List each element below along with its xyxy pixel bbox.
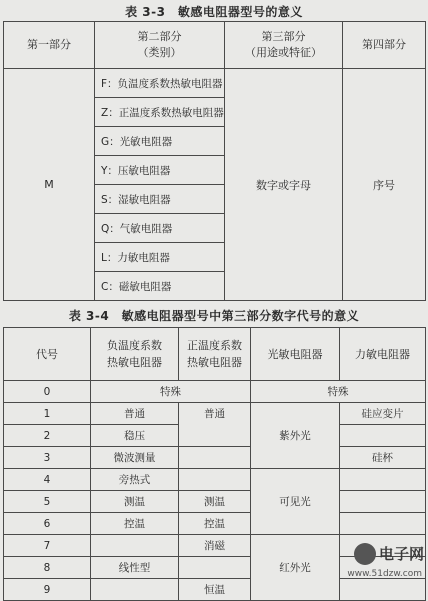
category-cell: Y：压敏电阻器 — [95, 156, 225, 185]
force-cell — [340, 469, 426, 491]
table-resistor-type-meaning — [3, 21, 426, 301]
header-part4: 第四部分 — [343, 22, 426, 69]
ntc-cell: 稳压 — [91, 425, 179, 447]
ntc-cell: 普通 — [91, 403, 179, 425]
force-cell — [340, 579, 426, 601]
watermark-icon — [354, 543, 376, 565]
ptc-cell: 普通 — [179, 403, 251, 425]
code-cell: 7 — [4, 535, 91, 557]
header-part2-line1: 第二部分 — [137, 30, 182, 43]
force-cell — [340, 513, 426, 535]
code-cell: 2 — [4, 425, 91, 447]
header-ntc-line1: 负温度系数 — [107, 339, 162, 352]
header-part3-line1: 第三部分 — [261, 30, 306, 43]
part1-value: M — [4, 69, 95, 301]
part4-value: 序号 — [343, 69, 426, 301]
ntc-cell: 线性型 — [91, 557, 179, 579]
header-code: 代号 — [4, 328, 91, 381]
ntc-cell — [91, 579, 179, 601]
code-cell: 4 — [4, 469, 91, 491]
part3-value: 数字或字母 — [225, 69, 343, 301]
table-row — [4, 491, 426, 513]
table-row — [4, 425, 426, 447]
ntc-cell: 微波测量 — [91, 447, 179, 469]
code-cell: 9 — [4, 579, 91, 601]
ptc-cell: 恒温 — [179, 579, 251, 601]
code-cell: 3 — [4, 447, 91, 469]
force-cell: 硅应变片 — [340, 403, 426, 425]
ptc-cell: 消磁 — [179, 535, 251, 557]
watermark-name: 电子网 — [378, 544, 424, 563]
table-row — [4, 403, 426, 425]
table-row — [4, 469, 426, 491]
table2-title: 表 3-4 敏感电阻器型号中第三部分数字代号的意义 — [68, 309, 360, 323]
table-row — [4, 579, 426, 601]
category-cell: Q：气敏电阻器 — [95, 214, 225, 243]
header-photo: 光敏电阻器 — [251, 328, 340, 381]
header-part1: 第一部分 — [4, 22, 95, 69]
photo-group-ir: 红外光 — [251, 535, 340, 601]
photo-group-visible: 可见光 — [251, 469, 340, 535]
header-part3-line2: （用途或特征） — [245, 46, 322, 59]
category-cell: L：力敏电阻器 — [95, 243, 225, 272]
category-cell: G：光敏电阻器 — [95, 127, 225, 156]
table-row — [4, 381, 426, 403]
table-row — [4, 447, 426, 469]
watermark-logo — [354, 543, 424, 566]
header-part2 — [95, 22, 225, 69]
ntc-cell: 测温 — [91, 491, 179, 513]
force-cell — [340, 425, 426, 447]
ntc-cell — [91, 535, 179, 557]
header-ntc — [91, 328, 179, 381]
watermark-url: www.51dzw.com — [347, 569, 422, 579]
code-cell: 1 — [4, 403, 91, 425]
category-cell: F：负温度系数热敏电阻器 — [95, 69, 225, 98]
ptc-cell — [179, 425, 251, 447]
table1-title: 表 3-3 敏感电阻器型号的意义 — [125, 5, 303, 19]
photo-group-uv: 紫外光 — [251, 403, 340, 469]
category-cell: C：磁敏电阻器 — [95, 272, 225, 301]
ptc-cell: 控温 — [179, 513, 251, 535]
force-cell: 硅杯 — [340, 447, 426, 469]
header-ptc-line1: 正温度系数 — [187, 339, 242, 352]
header-ntc-line2: 热敏电阻器 — [107, 356, 162, 369]
code-cell: 6 — [4, 513, 91, 535]
header-part2-line2: （类别） — [137, 46, 182, 59]
category-cell: Z：正温度系数热敏电阻器 — [95, 98, 225, 127]
ptc-cell — [179, 557, 251, 579]
header-ptc-line2: 热敏电阻器 — [187, 356, 242, 369]
ntc-cell: 控温 — [91, 513, 179, 535]
table2-header-row — [4, 328, 426, 381]
force-cell — [340, 491, 426, 513]
code-cell: 0 — [4, 381, 91, 403]
ptc-cell: 测温 — [179, 491, 251, 513]
special-cell: 特殊 — [251, 381, 426, 403]
special-cell: 特殊 — [91, 381, 251, 403]
header-force: 力敏电阻器 — [340, 328, 426, 381]
ntc-cell: 旁热式 — [91, 469, 179, 491]
ptc-cell — [179, 469, 251, 491]
category-cell: S：湿敏电阻器 — [95, 185, 225, 214]
code-cell: 8 — [4, 557, 91, 579]
ptc-cell — [179, 447, 251, 469]
table-row — [4, 513, 426, 535]
code-cell: 5 — [4, 491, 91, 513]
table-row — [4, 69, 426, 98]
table1-header-row — [4, 22, 426, 69]
header-part3 — [225, 22, 343, 69]
header-ptc — [179, 328, 251, 381]
